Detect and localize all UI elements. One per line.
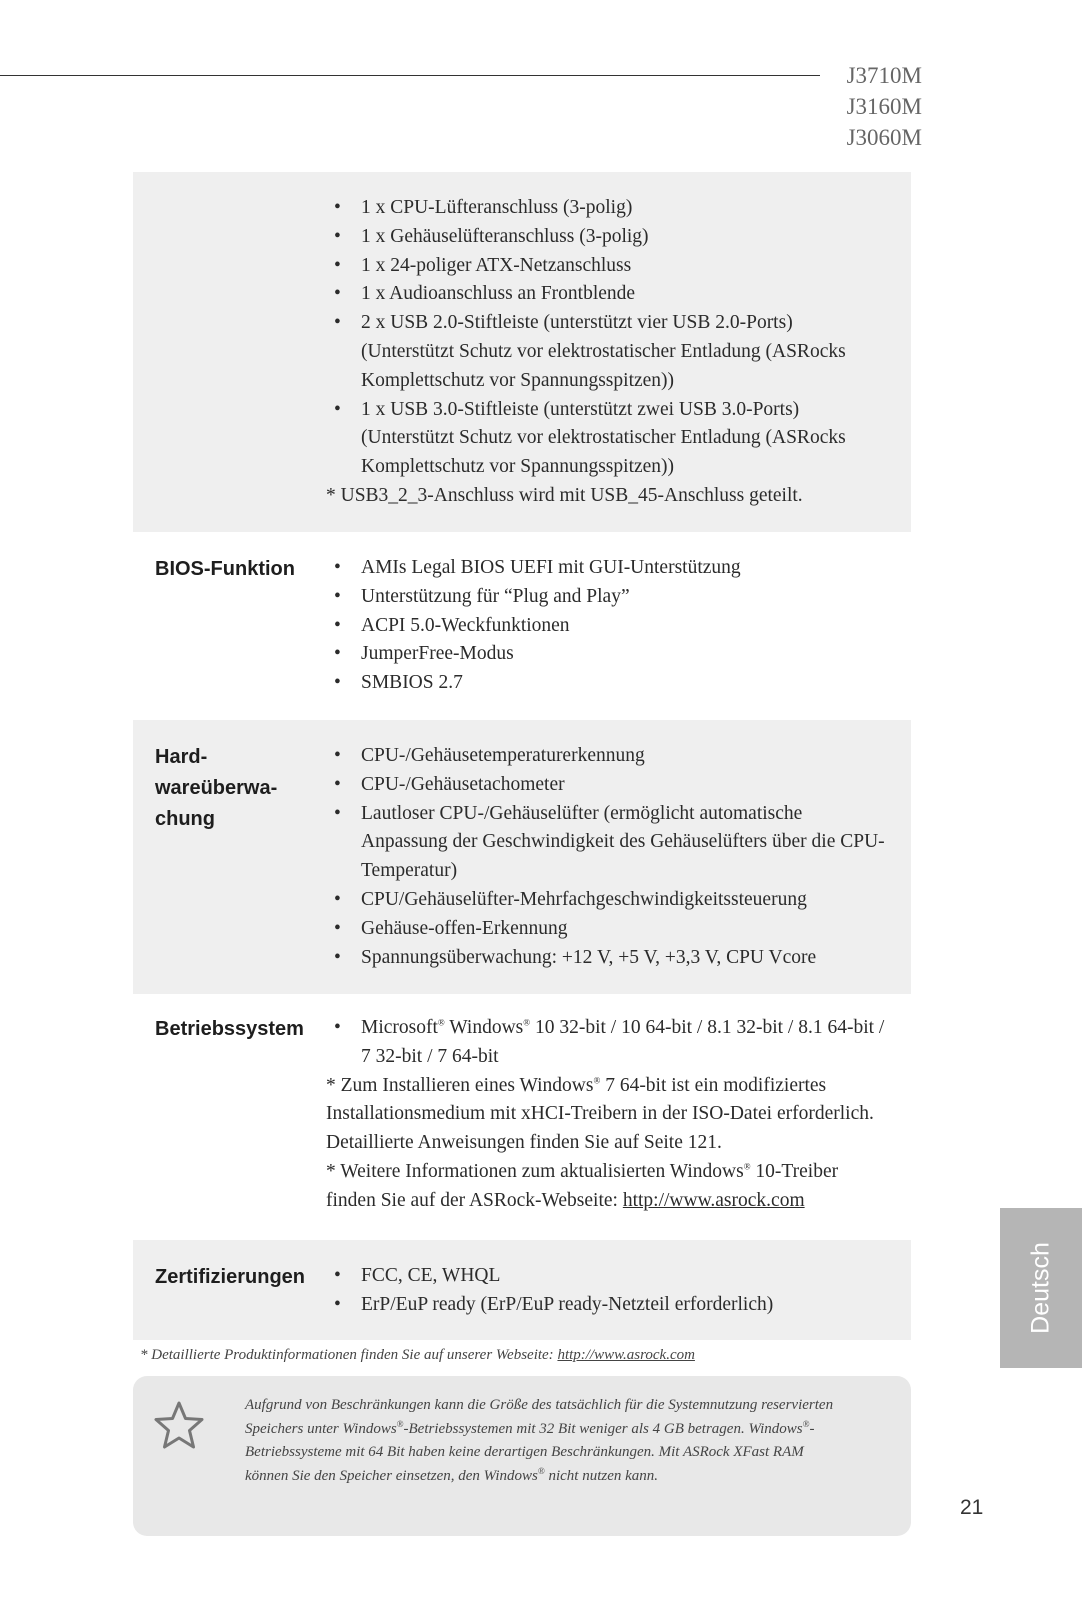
- connectors-list: [326, 194, 886, 482]
- hardware-monitoring-section: [133, 720, 911, 994]
- model-name: J3160M: [846, 94, 922, 119]
- bios-content: [326, 554, 886, 698]
- list-item: • CPU-/Gehäusetachometer: [326, 771, 886, 800]
- footnote-link[interactable]: http://www.asrock.com: [557, 1347, 695, 1363]
- list-item: • CPU/Gehäuselüfter-Mehrfachgeschwindigkeitssteuerung: [326, 886, 886, 915]
- list-item: • Unterstützung für “Plug and Play”: [326, 583, 886, 612]
- list-item: • 1 x CPU-Lüfteranschluss (3-polig): [326, 194, 886, 223]
- language-tab: [1000, 1208, 1082, 1368]
- product-info-footnote: * Detaillierte Produktinformationen finden Sie auf unserer Webseite: http://www.asrock.com: [140, 1347, 695, 1363]
- list-item: • 1 x 24-poliger ATX-Netzanschluss: [326, 252, 886, 281]
- os-note-install: * Zum Installieren eines Windows® 7 64-bit ist ein modifiziertes Installationsmedium mit xHCI-Treibern in der ISO-Datei erforderlich. Detaillierte Anweisungen finden Sie auf Seite 121.: [326, 1074, 874, 1154]
- list-item: • CPU-/Gehäusetemperaturerkennung: [326, 742, 886, 771]
- list-item: • FCC, CE, WHQL: [326, 1262, 886, 1291]
- list-item: • SMBIOS 2.7: [326, 669, 886, 698]
- model-list: [847, 60, 922, 153]
- star-icon: [153, 1400, 205, 1450]
- list-item: • ErP/EuP ready (ErP/EuP ready-Netzteil erforderlich): [326, 1291, 886, 1320]
- os-content: [326, 1014, 886, 1216]
- section-label: Betriebssystem: [155, 1018, 304, 1040]
- os-section: [133, 1010, 911, 1230]
- list-item: • 1 x Gehäuselüfteranschluss (3-polig): [326, 223, 886, 252]
- hardware-list: [326, 742, 886, 972]
- connectors-content: [326, 194, 886, 511]
- list-item: • JumperFree-Modus: [326, 640, 886, 669]
- list-item: • Gehäuse-offen-Erkennung: [326, 915, 886, 944]
- page-number: 21: [960, 1496, 984, 1519]
- hardware-content: [326, 742, 886, 972]
- list-item: • Microsoft® Windows® 10 32-bit / 10 64-bit / 8.1 32-bit / 8.1 64-bit / 7 32-bit / 7 64-bit: [326, 1014, 886, 1072]
- list-item: • 1 x USB 3.0-Stiftleiste (unterstützt zwei USB 3.0-Ports) (Unterstützt Schutz vor elektrostatischer Entladung (ASRocks Komplettschutz vor Spannungsspitzen)): [326, 396, 886, 482]
- section-label: BIOS-Funktion: [155, 558, 295, 580]
- list-item: • ACPI 5.0-Weckfunktionen: [326, 612, 886, 641]
- os-note-driver: * Weitere Informationen zum aktualisierten Windows® 10-Treiber finden Sie auf der ASRock-Webseite: http://www.asrock.com: [326, 1160, 839, 1211]
- model-name: J3710M: [846, 63, 922, 88]
- section-label: Hard- wareüberwa- chung: [155, 746, 278, 830]
- certifications-list: [326, 1262, 886, 1320]
- bios-section: [133, 548, 911, 718]
- section-label: Zertifizierungen: [155, 1266, 306, 1288]
- connectors-section: [133, 172, 911, 532]
- list-item: • Lautloser CPU-/Gehäuselüfter (ermöglicht automatische Anpassung der Geschwindigkeit des Gehäuselüfters über die CPU-Temperatur): [326, 800, 886, 886]
- list-item: • Spannungsüberwachung: +12 V, +5 V, +3,3 V, CPU Vcore: [326, 944, 886, 973]
- bios-list: [326, 554, 886, 698]
- certifications-section: [133, 1240, 911, 1340]
- model-name: J3060M: [846, 125, 922, 150]
- language-label: Deutsch: [1026, 1242, 1055, 1334]
- certifications-content: [326, 1262, 886, 1320]
- header-rule: [0, 75, 820, 76]
- list-item: • 2 x USB 2.0-Stiftleiste (unterstützt vier USB 2.0-Ports) (Unterstützt Schutz vor elektrostatischer Entladung (ASRocks Komplettschutz vor Spannungsspitzen)): [326, 309, 886, 395]
- list-item: • 1 x Audioanschluss an Frontblende: [326, 280, 886, 309]
- asrock-link[interactable]: http://www.asrock.com: [622, 1189, 805, 1211]
- memory-warning-text: Aufgrund von Beschränkungen kann die Größe des tatsächlich für die Systemnutzung reservierten Speichers unter Windows®-Betriebssystemen mit 32 Bit weniger als 4 GB betragen. Windows®-Betriebssysteme mit 64 Bit haben keine derartigen Beschränkungen. Mit ASRock XFast RAM können Sie den Speicher einsetzen, den Windows® nicht nutzen kann.: [245, 1397, 834, 1484]
- os-list: [326, 1014, 886, 1072]
- usb-note: * USB3_2_3-Anschluss wird mit USB_45-Anschluss geteilt.: [326, 484, 803, 506]
- memory-warning-box: [133, 1376, 911, 1536]
- list-item: • AMIs Legal BIOS UEFI mit GUI-Unterstützung: [326, 554, 886, 583]
